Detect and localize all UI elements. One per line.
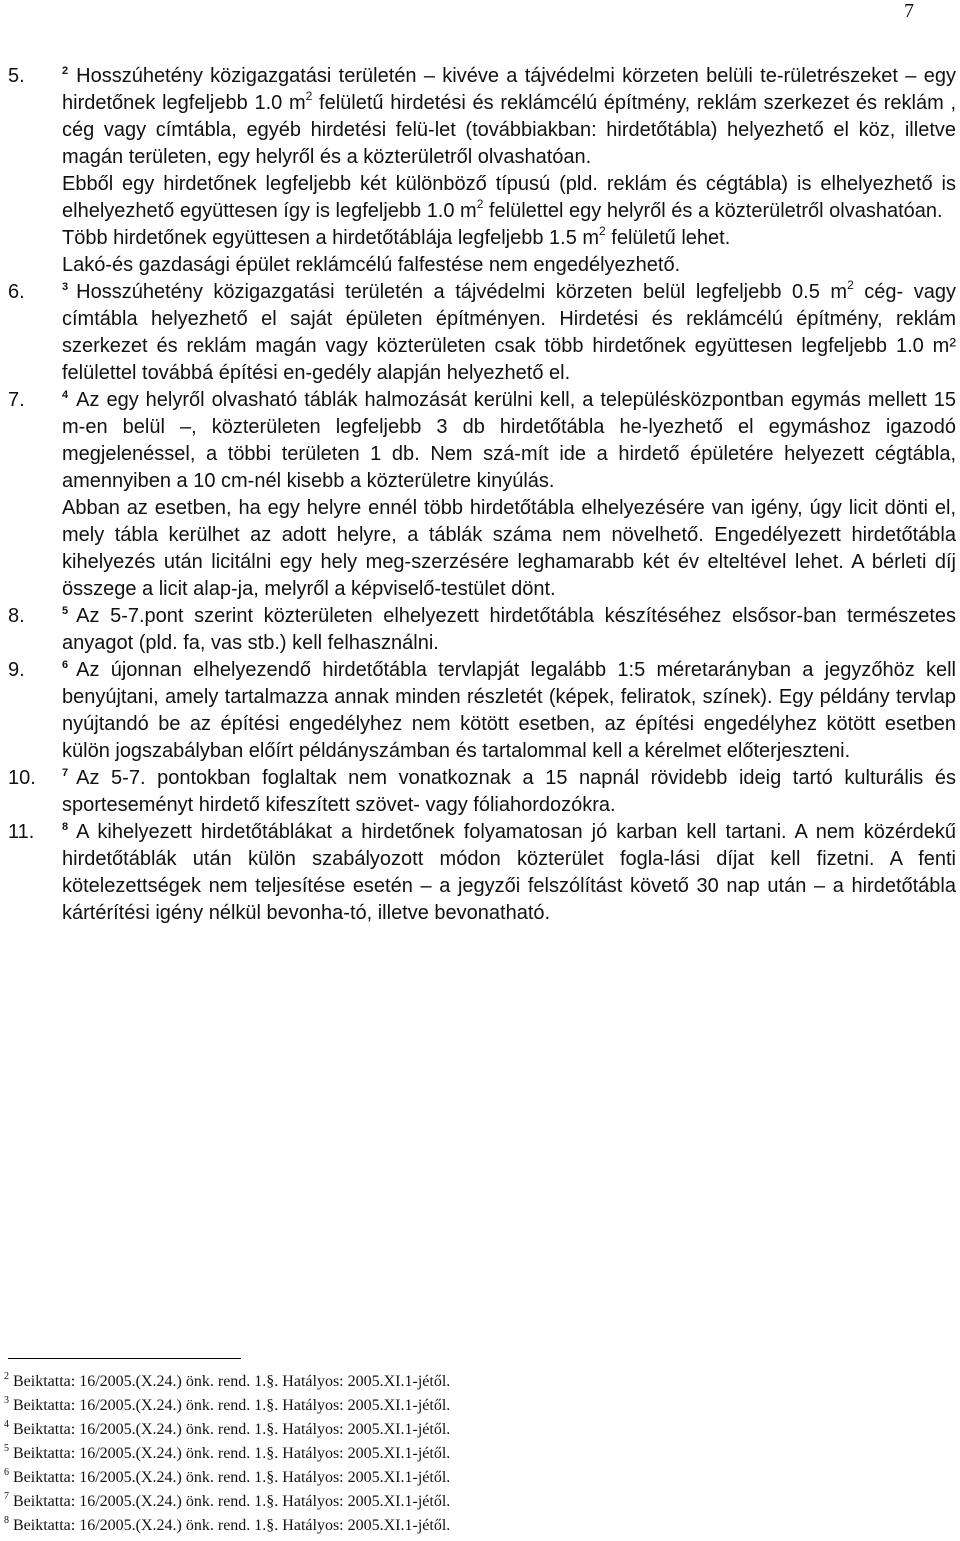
- footnote-separator: [8, 1358, 241, 1359]
- list-item: [8, 387, 956, 603]
- paragraph-text: Az egy helyről olvasható táblák halmozását kerülni kell, a településközpontban egymás mellett 15 m-en belül –, közterületen legfeljebb 3 db hirdetőtábla he-lyezhető el egymáshoz igazodó megjelenéssel, a többi területen 1 db. Nem szá-mít ide a hirdető épületére helyezett cégtábla, amennyiben a 10 cm-nél kisebb a közterületre kinyúlás.: [62, 389, 956, 492]
- footnote-marker: 2: [4, 1371, 9, 1382]
- footnote-text: Beiktatta: 16/2005.(X.24.) önk. rend. 1.§. Hatályos: 2005.XI.1-jétől.: [9, 1445, 451, 1462]
- paragraph-text: A kihelyezett hirdetőtáblákat a hirdetőnek folyamatosan jó karban kell tartani. A nem közérdekű hirdetőtáblák után külön szabályozott módon közterület fogla-lási díjat kell fizetni. A fenti kötelezettségek nem teljesítése esetén – a jegyzői felszólítást követő 30 nap után – a hirdetőtábla kártérítési igény nélkül bevonha-tó, illetve bevonatható.: [62, 821, 956, 924]
- list-item: [8, 819, 956, 927]
- footnote-text: Beiktatta: 16/2005.(X.24.) önk. rend. 1.§. Hatályos: 2005.XI.1-jétől.: [9, 1469, 451, 1486]
- paragraph-text: Abban az esetben, ha egy helyre ennél több hirdetőtábla elhelyezésére van igény, úgy licit dönti el, mely tábla kerülhet az adott helyre, a táblák száma nem növelhető. Engedélyezett hirdetőtábla kihelyezés után licitálni egy hely meg-szerzésére leghamarabb két év elteltével lehet. A bérleti díj összege a licit alap-ja, melyről a képviselő-testület dönt.: [62, 497, 956, 600]
- numbered-items: [8, 63, 956, 927]
- unit-superscript: 2: [476, 197, 484, 211]
- footnote: [4, 1442, 704, 1466]
- item-number: 10.: [8, 767, 36, 789]
- footnote: [4, 1418, 704, 1442]
- footnote: [4, 1466, 704, 1490]
- footnote: [4, 1514, 704, 1538]
- paragraph-text: Lakó-és gazdasági épület reklámcélú falfestése nem engedélyezhető.: [62, 254, 681, 276]
- footnote-marker: 6: [4, 1467, 9, 1478]
- footnote-reference: 3: [62, 281, 69, 293]
- item-paragraph: [62, 495, 956, 603]
- footnote-text: Beiktatta: 16/2005.(X.24.) önk. rend. 1.§. Hatályos: 2005.XI.1-jétől.: [9, 1421, 451, 1438]
- item-paragraph: [62, 819, 956, 927]
- item-paragraph: [62, 225, 956, 252]
- unit-superscript: 2: [305, 89, 313, 103]
- item-paragraph: [62, 252, 956, 279]
- unit-superscript: 2: [847, 278, 854, 292]
- paragraph-text: felülettel egy helyről és a közterületről olvashatóan.: [483, 200, 943, 222]
- item-number: 8.: [8, 605, 25, 627]
- footnote-text: Beiktatta: 16/2005.(X.24.) önk. rend. 1.§. Hatályos: 2005.XI.1-jétől.: [9, 1373, 451, 1390]
- list-item: [8, 765, 956, 819]
- paragraph-text: Hosszúhetény közigazgatási területén a tájvédelmi körzeten belül legfeljebb 0.5 m: [76, 281, 848, 303]
- list-item: [8, 279, 956, 387]
- item-number: 11.: [8, 821, 35, 843]
- item-paragraph: [62, 279, 956, 387]
- list-item: [8, 63, 956, 279]
- item-number: 9.: [8, 659, 25, 681]
- footnote: [4, 1490, 704, 1514]
- paragraph-text: Hosszúhetény közigazgatási területén – kivéve a tájvédelmi körzeten belüli te-rületrészeket – egy hirdetőnek legfeljebb 1.0 m: [62, 65, 956, 114]
- paragraph-text: felületű hirdetési és reklámcélú építmény, reklám szerkezet és reklám , cég vagy címtábla, egyéb hirdetési felü-let (továbbiakban: hirdetőtábla) helyezhető el köz, illetve magán területen, egy helyről és a közterületről olvashatóan.: [62, 92, 957, 168]
- unit-superscript: 2: [599, 224, 606, 238]
- item-paragraph: [62, 171, 956, 225]
- footnote-reference: 5: [62, 605, 69, 617]
- footnote-text: Beiktatta: 16/2005.(X.24.) önk. rend. 1.§. Hatályos: 2005.XI.1-jétől.: [9, 1517, 451, 1534]
- list-item: [8, 657, 956, 765]
- footnote-reference: 7: [62, 767, 69, 779]
- paragraph-text: cég- vagy címtábla helyezhető el saját épületen építményen. Hirdetési és reklámcélú építmény, reklám szerkezet és reklám magán vagy közterületen csak több hirdetőnek együttesen legfeljebb 1.0 m² felülettel továbbá építési en-gedély alapján helyezhető el.: [62, 281, 957, 384]
- paragraph-text: Több hirdetőnek együttesen a hirdetőtáblája legfeljebb 1.5 m: [62, 227, 600, 249]
- page-number: 7: [904, 0, 914, 22]
- item-number: 7.: [8, 389, 25, 411]
- footnote-marker: 3: [4, 1395, 9, 1406]
- footnotes: [4, 1370, 704, 1538]
- footnote-reference: 2: [62, 65, 69, 77]
- paragraph-text: Az 5-7.pont szerint közterületen elhelyezett hirdetőtábla készítéséhez elsősor-ban természetes anyagot (pld. fa, vas stb.) kell felhasználni.: [62, 605, 956, 654]
- footnote-reference: 8: [62, 821, 69, 833]
- item-paragraph: [62, 765, 956, 819]
- list-item: [8, 603, 956, 657]
- item-paragraph: [62, 603, 956, 657]
- footnote-text: Beiktatta: 16/2005.(X.24.) önk. rend. 1.§. Hatályos: 2005.XI.1-jétől.: [9, 1493, 451, 1510]
- item-number: 5.: [8, 65, 25, 87]
- item-paragraph: [62, 657, 956, 765]
- footnote-reference: 4: [62, 389, 69, 401]
- footnote-marker: 8: [4, 1515, 9, 1526]
- footnote-marker: 7: [4, 1491, 9, 1502]
- paragraph-text: Az 5-7. pontokban foglaltak nem vonatkoznak a 15 napnál rövidebb ideig tartó kulturális és sporteseményt hirdető kifeszített szövet- vagy fóliahordozókra.: [62, 767, 956, 816]
- footnote-marker: 5: [4, 1443, 9, 1454]
- footnote-reference: 6: [62, 659, 69, 671]
- item-number: 6.: [8, 281, 25, 303]
- paragraph-text: felületű lehet.: [605, 227, 731, 249]
- paragraph-text: Az újonnan elhelyezendő hirdetőtábla tervlapját legalább 1:5 méretarányban a jegyzőhöz kell benyújtani, amely tartalmazza annak minden részletét (képek, feliratok, színek). Egy példány tervlap nyújtandó be az építési engedélyhez nem kötött esetben, az építési engedélyhez kötött esetben külön jogszabályban előírt példányszámban és tartalommal kell a kérelmet előterjeszteni.: [62, 659, 956, 762]
- footnote: [4, 1370, 704, 1394]
- paragraph-text: Ebből egy hirdetőnek legfeljebb két különböző típusú (pld. reklám és cégtábla) is elhelyezhető is elhelyezhető együttesen így is legfeljebb 1.0 m: [62, 173, 956, 222]
- footnote-marker: 4: [4, 1419, 9, 1430]
- footnote-text: Beiktatta: 16/2005.(X.24.) önk. rend. 1.§. Hatályos: 2005.XI.1-jétől.: [9, 1397, 451, 1414]
- footnote: [4, 1394, 704, 1418]
- item-paragraph: [62, 387, 956, 495]
- item-paragraph: [62, 63, 956, 171]
